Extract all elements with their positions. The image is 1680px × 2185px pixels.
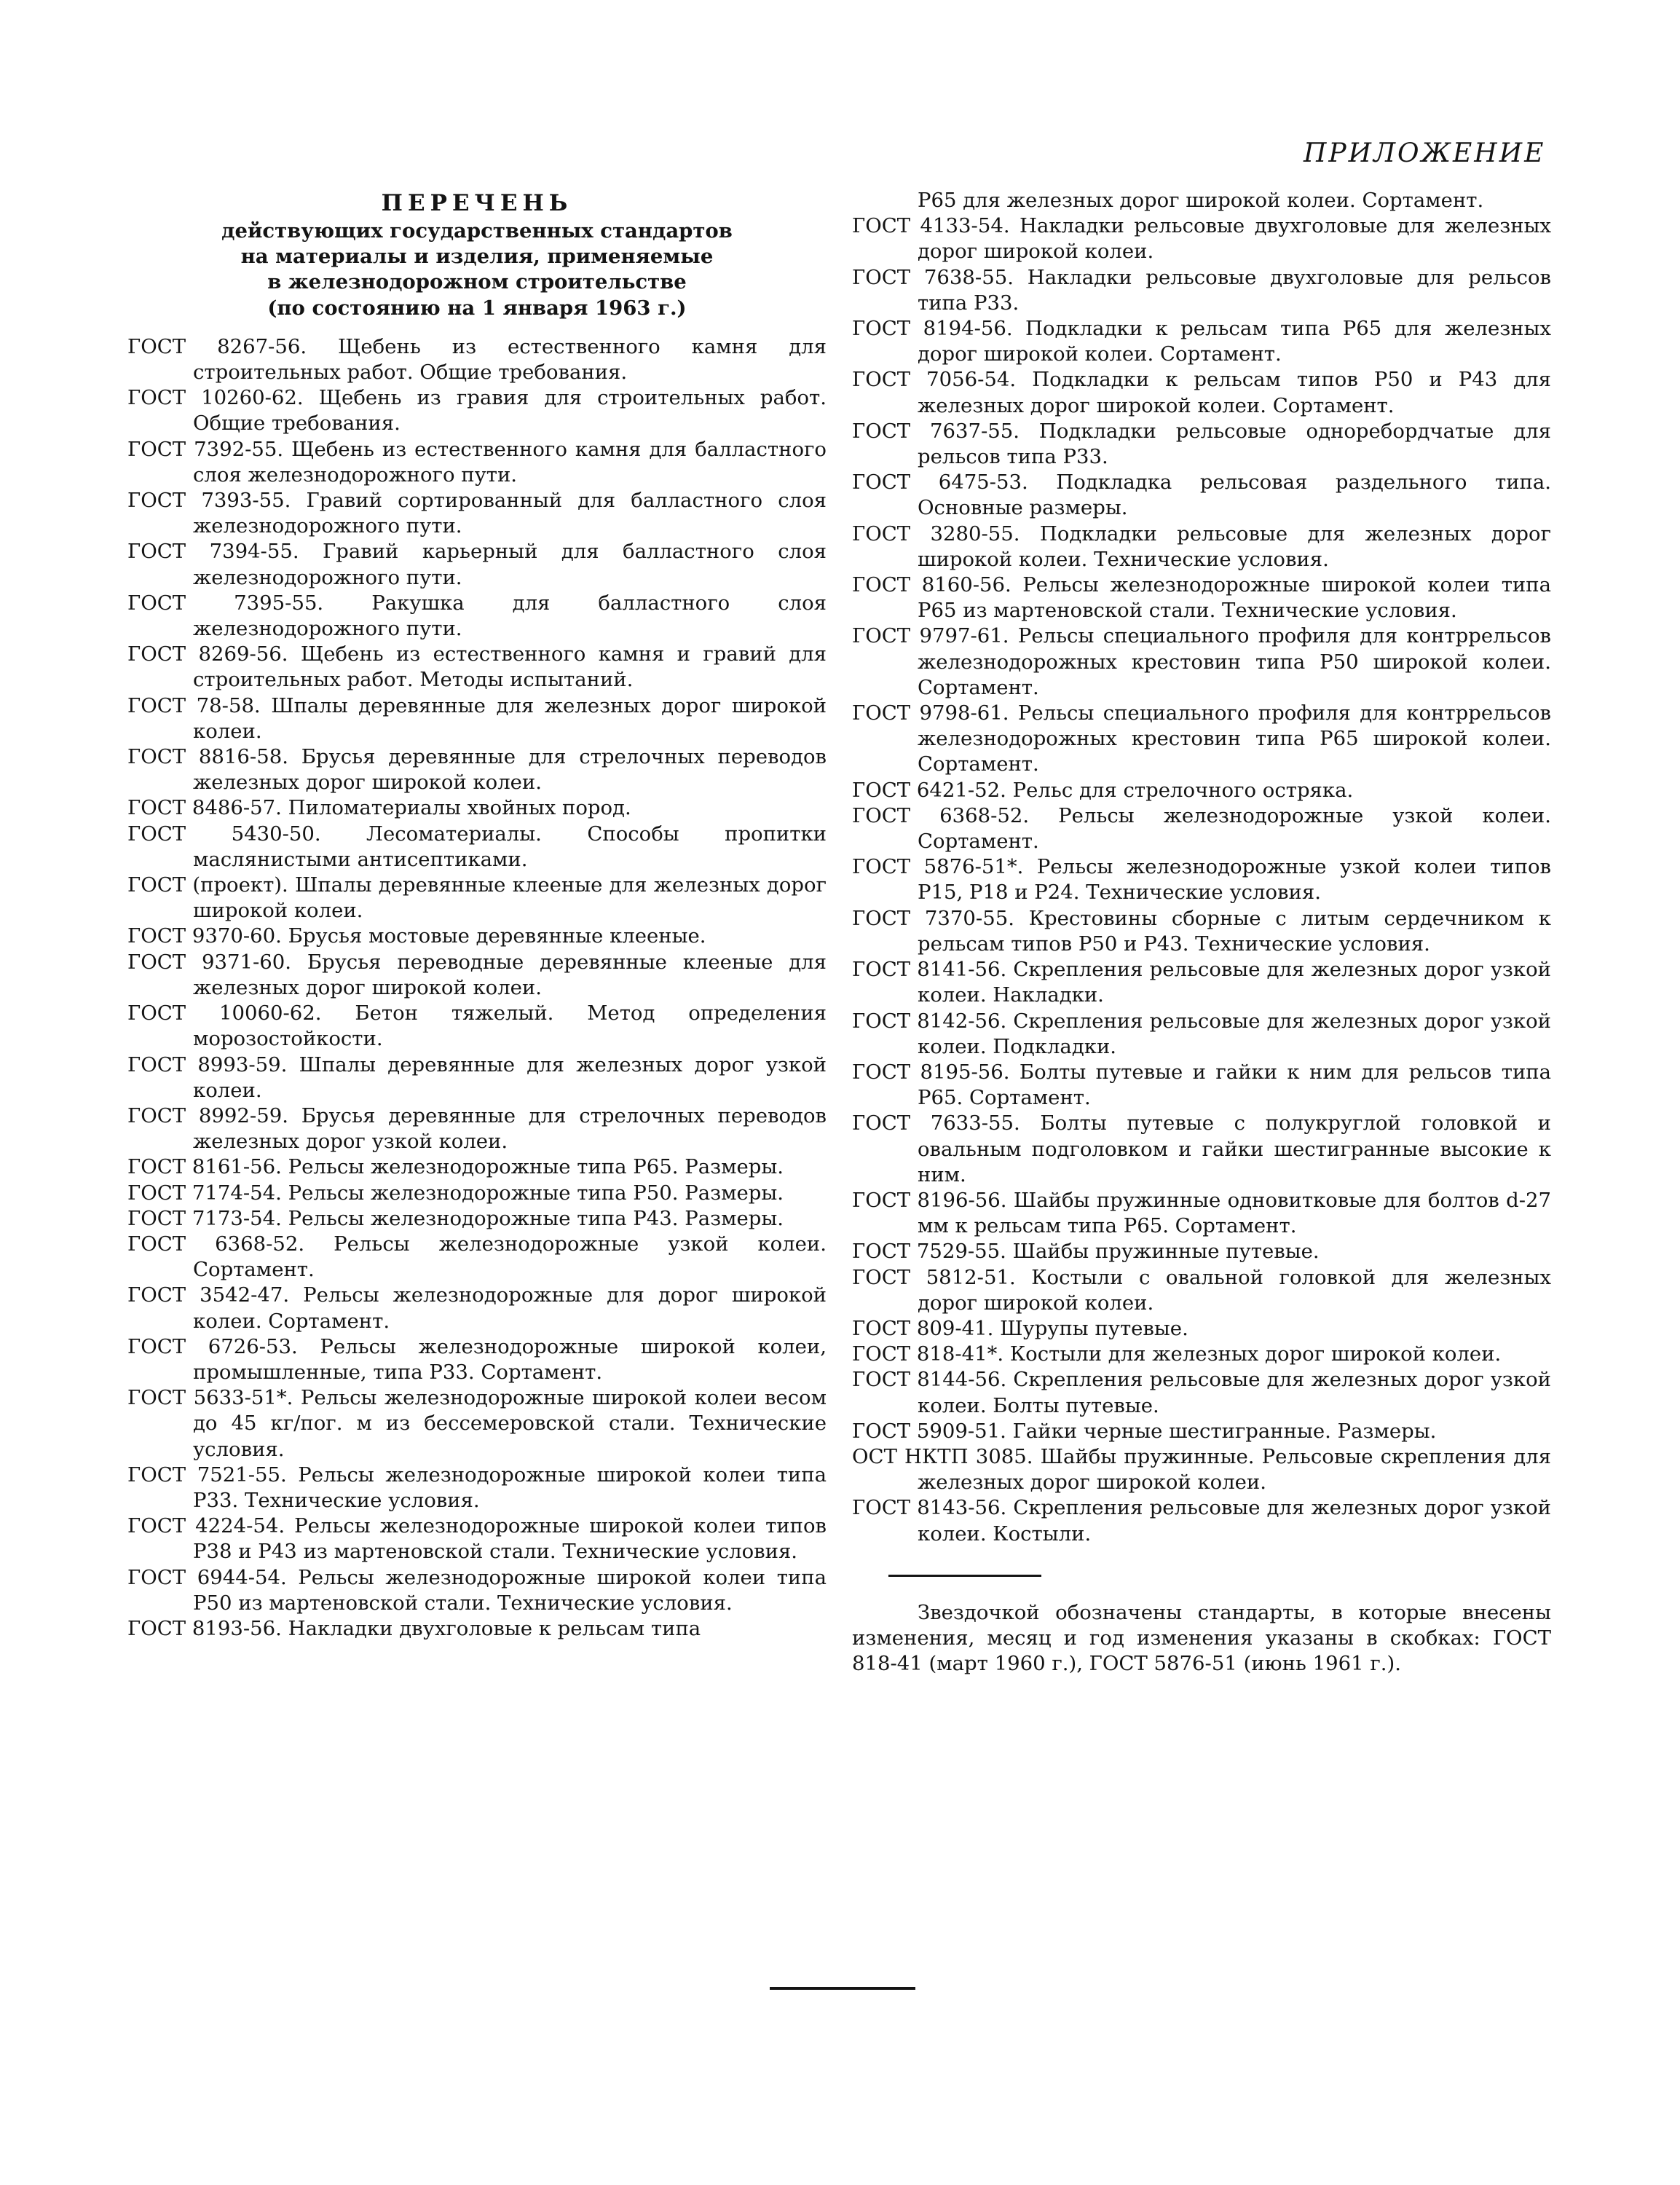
list-entry: ГОСТ 6944-54. Рельсы железнодорожные широкой колеи типа Р50 из мартеновской стали. Технические условия. — [127, 1565, 827, 1615]
list-entry: ГОСТ 7056-54. Подкладки к рельсам типов Р50 и Р43 для железных дорог широкой колеи. Сортамент. — [852, 368, 1551, 417]
list-entry: ГОСТ 8161-56. Рельсы железнодорожные типа Р65. Размеры. — [127, 1155, 784, 1179]
list-entry: ГОСТ 9797-61. Рельсы специального профиля для контррельсов железнодорожных крестовин типа Р50 широкой колеи. Сортамент. — [852, 624, 1551, 699]
heading-title: ПЕРЕЧЕНЬ — [381, 190, 573, 216]
appendix-label: ПРИЛОЖЕНИЕ — [1304, 138, 1546, 168]
list-entry: ГОСТ 8195-56. Болты путевые и гайки к ним для рельсов типа Р65. Сортамент. — [852, 1060, 1551, 1110]
list-entry: ГОСТ 7637-55. Подкладки рельсовые одноребордчатые для рельсов типа Р33. — [852, 419, 1551, 469]
list-entry: ГОСТ 10060-62. Бетон тяжелый. Метод определения морозостойкости. — [127, 1001, 827, 1051]
list-entry: ГОСТ 7174-54. Рельсы железнодорожные типа Р50. Размеры. — [127, 1181, 784, 1205]
list-entry: ГОСТ 8193-56. Накладки двухголовые к рельсам типа — [127, 1616, 701, 1640]
list-entry: ГОСТ 7633-55. Болты путевые с полукруглой головкой и овальным подголовком и гайки шестигранные высокие к ним. — [852, 1111, 1551, 1186]
heading-line: на материалы и изделия, применяемые — [240, 245, 714, 269]
list-entry: ГОСТ 3280-55. Подкладки рельсовые для железных дорог широкой колеи. Технические условия. — [852, 521, 1551, 571]
list-entry: ГОСТ 6726-53. Рельсы железнодорожные широкой колеи, промышленные, типа Р33. Сортамент. — [127, 1334, 827, 1384]
list-entry: ГОСТ 7394-55. Гравий карьерный для балластного слоя железнодорожного пути. — [127, 540, 827, 589]
list-entry: ГОСТ 6475-53. Подкладка рельсовая раздельного типа. Основные размеры. — [852, 471, 1551, 520]
list-entry: ГОСТ 7173-54. Рельсы железнодорожные типа Р43. Размеры. — [127, 1206, 784, 1230]
list-entry: ГОСТ 8196-56. Шайбы пружинные одновитковые для болтов d-27 мм к рельсам типа Р65. Сортамент. — [852, 1188, 1551, 1238]
list-entry: ГОСТ 9371-60. Брусья переводные деревянные клееные для железных дорог широкой колеи. — [127, 950, 827, 999]
list-entry: ГОСТ 8160-56. Рельсы железнодорожные широкой колеи типа Р65 из мартеновской стали. Технические условия. — [852, 573, 1551, 623]
list-entry: ГОСТ 8816-58. Брусья деревянные для стрелочных переводов железных дорог широкой колеи. — [127, 745, 827, 795]
standards-list-left — [127, 334, 827, 1642]
list-entry: ГОСТ 809-41. Шурупы путевые. — [852, 1316, 1188, 1340]
list-entry: ГОСТ 5876-51*. Рельсы железнодорожные узкой колеи типов Р15, Р18 и Р24. Технические условия. — [852, 855, 1551, 905]
heading-line: действующих государственных стандартов — [221, 219, 733, 243]
list-entry: ГОСТ 78-58. Шпалы деревянные для железных дорог широкой колеи. — [127, 693, 827, 743]
right-column — [852, 188, 1551, 1677]
list-entry: ГОСТ 7521-55. Рельсы железнодорожные широкой колеи типа Р33. Технические условия. — [127, 1462, 827, 1512]
list-entry: ГОСТ 6368-52. Рельсы железнодорожные узкой колеи. Сортамент. — [852, 803, 1551, 854]
list-entry: ГОСТ 8267-56. Щебень из естественного камня для строительных работ. Общие требования. — [127, 334, 827, 385]
list-entry: ГОСТ 9798-61. Рельсы специального профиля для контррельсов железнодорожных крестовин типа Р65 широкой колеи. Сортамент. — [852, 701, 1551, 776]
list-entry: ГОСТ 8142-56. Скрепления рельсовые для железных дорог узкой колеи. Подкладки. — [852, 1009, 1551, 1058]
list-entry: ГОСТ 8143-56. Скрепления рельсовые для железных дорог узкой колеи. Костыли. — [852, 1496, 1551, 1546]
list-entry: ГОСТ 8194-56. Подкладки к рельсам типа Р65 для железных дорог широкой колеи. Сортамент. — [852, 317, 1551, 366]
list-entry: ГОСТ 4224-54. Рельсы железнодорожные широкой колеи типов Р38 и Р43 из мартеновской стали. Технические условия. — [127, 1514, 827, 1564]
list-heading — [127, 188, 827, 321]
list-entry: ГОСТ 7395-55. Ракушка для балластного слоя железнодорожного пути. — [127, 591, 827, 641]
list-entry: ГОСТ 7393-55. Гравий сортированный для балластного слоя железнодорожного пути. — [127, 489, 827, 538]
list-entry: ГОСТ 5909-51. Гайки черные шестигранные. Размеры. — [852, 1419, 1437, 1443]
list-entry: ГОСТ 8486-57. Пиломатериалы хвойных пород. — [127, 796, 631, 820]
list-entry: ГОСТ 7529-55. Шайбы пружинные путевые. — [852, 1240, 1320, 1264]
list-entry: ГОСТ 8992-59. Брусья деревянные для стрелочных переводов железных дорог узкой колеи. — [127, 1103, 827, 1154]
list-entry: ГОСТ 8144-56. Скрепления рельсовые для железных дорог узкой колеи. Болты путевые. — [852, 1368, 1551, 1417]
list-entry: ГОСТ 5812-51. Костыли с овальной головкой для железных дорог широкой колеи. — [852, 1265, 1551, 1315]
list-entry: ГОСТ (проект). Шпалы деревянные клееные для железных дорог широкой колеи. — [127, 873, 827, 923]
list-entry: ГОСТ 5430-50. Лесоматериалы. Способы пропитки маслянистыми антисептиками. — [127, 822, 827, 871]
list-entry: ОСТ НКТП 3085. Шайбы пружинные. Рельсовые скрепления для железных дорог широкой колеи. — [852, 1444, 1551, 1495]
footnote: Звездочкой обозначены стандарты, в которые внесены изменения, месяц и год изменения указаны в скобках: ГОСТ 818-41 (март 1960 г.), ГОСТ 5876-51 (июнь 1961 г.). — [852, 1600, 1551, 1676]
list-entry: ГОСТ 6368-52. Рельсы железнодорожные узкой колеи. Сортамент. — [127, 1232, 827, 1282]
list-entry-continuation: Р65 для железных дорог широкой колеи. Сортамент. — [918, 189, 1484, 212]
list-entry: ГОСТ 9370-60. Брусья мостовые деревянные клееные. — [127, 924, 706, 948]
left-column — [127, 188, 827, 1642]
list-entry: ГОСТ 7392-55. Щебень из естественного камня для балластного слоя железнодорожного пути. — [127, 437, 827, 487]
list-entry: ГОСТ 6421-52. Рельс для стрелочного остряка. — [852, 778, 1354, 802]
list-entry: ГОСТ 7370-55. Крестовины сборные с литым сердечником к рельсам типов Р50 и Р43. Технические условия. — [852, 906, 1551, 956]
list-entry: ГОСТ 818-41*. Костыли для железных дорог широкой колеи. — [852, 1342, 1502, 1366]
list-entry: ГОСТ 5633-51*. Рельсы железнодорожные широкой колеи весом до 45 кг/пог. м из бессемеровской стали. Технические условия. — [127, 1386, 827, 1461]
list-entry: ГОСТ 8269-56. Щебень из естественного камня и гравий для строительных работ. Методы испытаний. — [127, 642, 827, 692]
list-entry: ГОСТ 4133-54. Накладки рельсовые двухголовые для железных дорог широкой колеи. — [852, 214, 1551, 264]
heading-line: (по состоянию на 1 января 1963 г.) — [267, 296, 687, 320]
footnote-divider — [888, 1575, 1041, 1577]
list-entry: ГОСТ 10260-62. Щебень из гравия для строительных работ. Общие требования. — [127, 386, 827, 436]
list-entry: ГОСТ 7638-55. Накладки рельсовые двухголовые для рельсов типа Р33. — [852, 265, 1551, 315]
list-entry: ГОСТ 8141-56. Скрепления рельсовые для железных дорог узкой колеи. Накладки. — [852, 958, 1551, 1007]
heading-line: в железнодорожном строительстве — [267, 270, 687, 294]
standards-list-right — [852, 213, 1551, 1547]
list-entry: ГОСТ 8993-59. Шпалы деревянные для железных дорог узкой колеи. — [127, 1052, 827, 1102]
list-entry: ГОСТ 3542-47. Рельсы железнодорожные для дорог широкой колеи. Сортамент. — [127, 1283, 827, 1333]
end-rule — [770, 1987, 915, 1990]
